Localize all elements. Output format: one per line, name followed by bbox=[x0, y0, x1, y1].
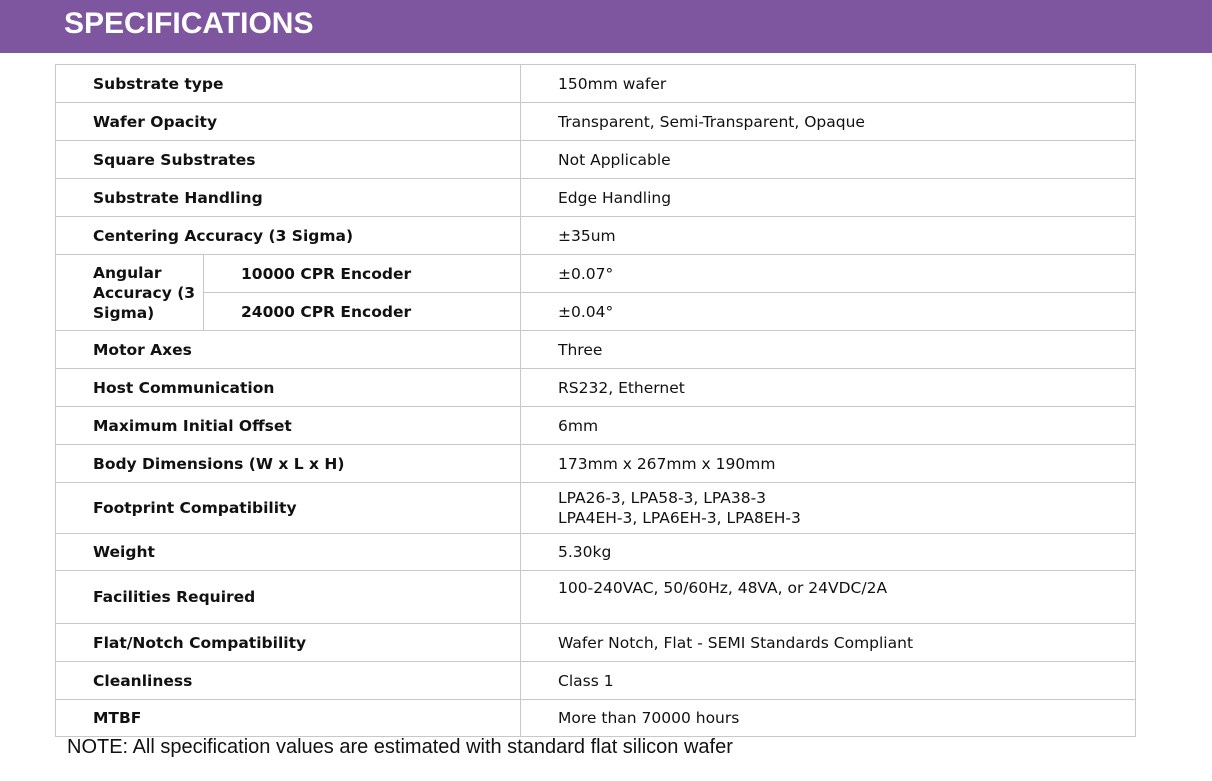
spec-label: Body Dimensions (W x L x H) bbox=[56, 445, 521, 483]
spec-value: Wafer Notch, Flat - SEMI Standards Compliant bbox=[521, 624, 1136, 662]
table-row bbox=[56, 65, 1136, 103]
spec-label: Centering Accuracy (3 Sigma) bbox=[56, 217, 521, 255]
spec-label: Host Communication bbox=[56, 369, 521, 407]
spec-label: Cleanliness bbox=[56, 662, 521, 700]
spec-label: Weight bbox=[56, 534, 521, 571]
table-row bbox=[56, 141, 1136, 179]
spec-value: 100-240VAC, 50/60Hz, 48VA, or 24VDC/2A bbox=[521, 571, 1136, 624]
table-row bbox=[56, 571, 1136, 624]
spec-label: Facilities Required bbox=[56, 571, 521, 624]
spec-value: ±0.07° bbox=[521, 255, 1136, 293]
spec-label: Wafer Opacity bbox=[56, 103, 521, 141]
spec-value: ±35um bbox=[521, 217, 1136, 255]
spec-label: Square Substrates bbox=[56, 141, 521, 179]
table-row bbox=[56, 293, 1136, 331]
spec-value: ±0.04° bbox=[521, 293, 1136, 331]
spec-value-line: LPA4EH-3, LPA6EH-3, LPA8EH-3 bbox=[558, 509, 801, 527]
spec-value: More than 70000 hours bbox=[521, 700, 1136, 737]
spec-value: 150mm wafer bbox=[521, 65, 1136, 103]
spec-table bbox=[55, 64, 1136, 737]
spec-value: Three bbox=[521, 331, 1136, 369]
spec-value: Transparent, Semi-Transparent, Opaque bbox=[521, 103, 1136, 141]
spec-label: MTBF bbox=[56, 700, 521, 737]
spec-value: 5.30kg bbox=[521, 534, 1136, 571]
table-row bbox=[56, 700, 1136, 737]
encoder-label: 24000 CPR Encoder bbox=[204, 293, 521, 331]
spec-label: Maximum Initial Offset bbox=[56, 407, 521, 445]
spec-value: 6mm bbox=[521, 407, 1136, 445]
spec-value bbox=[521, 483, 1136, 534]
table-row bbox=[56, 662, 1136, 700]
table-row bbox=[56, 103, 1136, 141]
table-row bbox=[56, 331, 1136, 369]
spec-label: Motor Axes bbox=[56, 331, 521, 369]
spec-value: Edge Handling bbox=[521, 179, 1136, 217]
table-row bbox=[56, 179, 1136, 217]
table-row bbox=[56, 483, 1136, 534]
table-row bbox=[56, 407, 1136, 445]
page-title: SPECIFICATIONS bbox=[64, 7, 314, 40]
spec-label: Substrate Handling bbox=[56, 179, 521, 217]
footnote: NOTE: All specification values are estimated with standard flat silicon wafer bbox=[67, 736, 733, 758]
table-row bbox=[56, 369, 1136, 407]
spec-label: Substrate type bbox=[56, 65, 521, 103]
spec-label: Footprint Compatibility bbox=[56, 483, 521, 534]
spec-label: Flat/Notch Compatibility bbox=[56, 624, 521, 662]
angular-accuracy-label: Angular Accuracy (3 Sigma) bbox=[56, 255, 204, 331]
spec-value: Not Applicable bbox=[521, 141, 1136, 179]
encoder-label: 10000 CPR Encoder bbox=[204, 255, 521, 293]
table-row bbox=[56, 534, 1136, 571]
table-row bbox=[56, 255, 1136, 293]
table-row bbox=[56, 624, 1136, 662]
header-banner bbox=[0, 0, 1212, 53]
spec-value: RS232, Ethernet bbox=[521, 369, 1136, 407]
table-row bbox=[56, 217, 1136, 255]
spec-value-line: LPA26-3, LPA58-3, LPA38-3 bbox=[558, 489, 767, 507]
spec-value: Class 1 bbox=[521, 662, 1136, 700]
spec-value: 173mm x 267mm x 190mm bbox=[521, 445, 1136, 483]
table-row bbox=[56, 445, 1136, 483]
